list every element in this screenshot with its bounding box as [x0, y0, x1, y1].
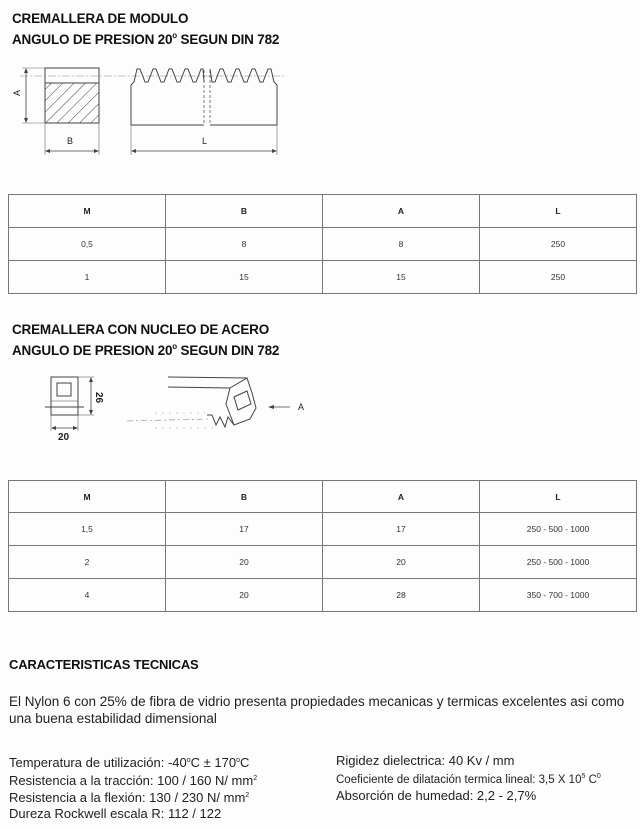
section1-table	[8, 194, 637, 294]
cell-b: 17	[166, 513, 323, 546]
characteristics-title: CARACTERISTICAS TECNICAS	[9, 657, 199, 672]
table-row	[9, 546, 637, 579]
prop-traccion: Resistencia a la tracción: 100 / 160 N/ $mm^2$	[9, 772, 258, 788]
rack-steel-core-diagram	[0, 365, 330, 445]
header-b: B	[166, 195, 323, 228]
characteristics-intro: El Nylon 6 con 25% de fibra de vidrio presenta propiedades mecanicas y termicas excelentes asi como una buena estabilidad dimensional	[9, 694, 625, 726]
prop-rigidez: Rigidez dielectrica: 40 Kv / mm	[336, 753, 515, 768]
section2-title-line2: ANGULO DE PRESION 20$^o$ SEGUN DIN 782	[12, 342, 280, 358]
cross-section-steel-core	[45, 377, 84, 415]
label-width: 20	[58, 432, 70, 443]
table-row	[9, 579, 637, 612]
section2-title	[12, 321, 279, 359]
cell-l: 350 - 700 - 1000	[480, 579, 637, 612]
table-header-row	[9, 481, 637, 513]
cell-m: 2	[9, 546, 166, 579]
section1-title-line2: ANGULO DE PRESION 20$^o$ SEGUN DIN 782	[12, 31, 280, 47]
label-b: B	[67, 136, 74, 146]
table-row	[9, 513, 637, 546]
cell-a: 8	[323, 228, 480, 261]
header-l: L	[480, 195, 637, 228]
prop-absorcion: Absorción de humedad: 2,2 - 2,7%	[336, 788, 537, 803]
header-a: A	[323, 195, 480, 228]
label-view-a: A	[298, 402, 305, 412]
dimension-height	[78, 377, 104, 415]
properties-right	[336, 753, 601, 804]
cell-m: 0,5	[9, 228, 166, 261]
section1-title	[12, 10, 279, 48]
dimension-width	[51, 415, 78, 443]
cell-b: 20	[166, 579, 323, 612]
label-height: 26	[93, 392, 104, 404]
table-row	[9, 261, 637, 294]
prop-flexion: Resistencia a la flexión: 130 / 230 N/ $mm^2$	[9, 790, 250, 805]
label-a: A	[12, 89, 22, 96]
cell-m: 1	[9, 261, 166, 294]
prop-dureza: Dureza Rockwell escala R: 112 / 122	[9, 805, 222, 821]
cell-m: 4	[9, 579, 166, 612]
header-a: A	[323, 481, 480, 513]
cell-a: 17	[323, 513, 480, 546]
label-l: L	[202, 136, 208, 146]
cell-b: 20	[166, 546, 323, 579]
cell-m: 1,5	[9, 513, 166, 546]
header-l: L	[480, 481, 637, 513]
table-row	[9, 228, 637, 261]
header-m: M	[9, 195, 166, 228]
dimension-b	[45, 123, 99, 155]
cell-a: 15	[323, 261, 480, 294]
header-m: M	[9, 481, 166, 513]
cell-l: 250 - 500 - 1000	[480, 546, 637, 579]
view-arrow-a	[268, 402, 304, 412]
cell-l: 250	[480, 261, 637, 294]
prop-coeficiente: Coeficiente de dilatación termica lineal: 3,5 X $10^5$ $C^0$	[336, 772, 601, 786]
section2-title-line1: CREMALLERA CON NUCLEO DE ACERO	[12, 322, 269, 337]
prop-temperature: Temperatura de utilización: $-40^oC \pm 170^oC$	[9, 755, 250, 770]
cell-l: 250	[480, 228, 637, 261]
cell-a: 28	[323, 579, 480, 612]
rack-module-diagram	[0, 55, 300, 155]
dimension-l	[131, 125, 277, 155]
properties-left	[9, 753, 257, 821]
section2-table	[8, 480, 637, 612]
rack-side-view	[131, 69, 277, 125]
rack-perspective-view	[127, 377, 256, 428]
cell-b: 8	[166, 228, 323, 261]
section1-title-line1: CREMALLERA DE MODULO	[12, 11, 189, 26]
cell-l: 250 - 500 - 1000	[480, 513, 637, 546]
header-b: B	[166, 481, 323, 513]
cell-a: 20	[323, 546, 480, 579]
cell-b: 15	[166, 261, 323, 294]
table-header-row	[9, 195, 637, 228]
